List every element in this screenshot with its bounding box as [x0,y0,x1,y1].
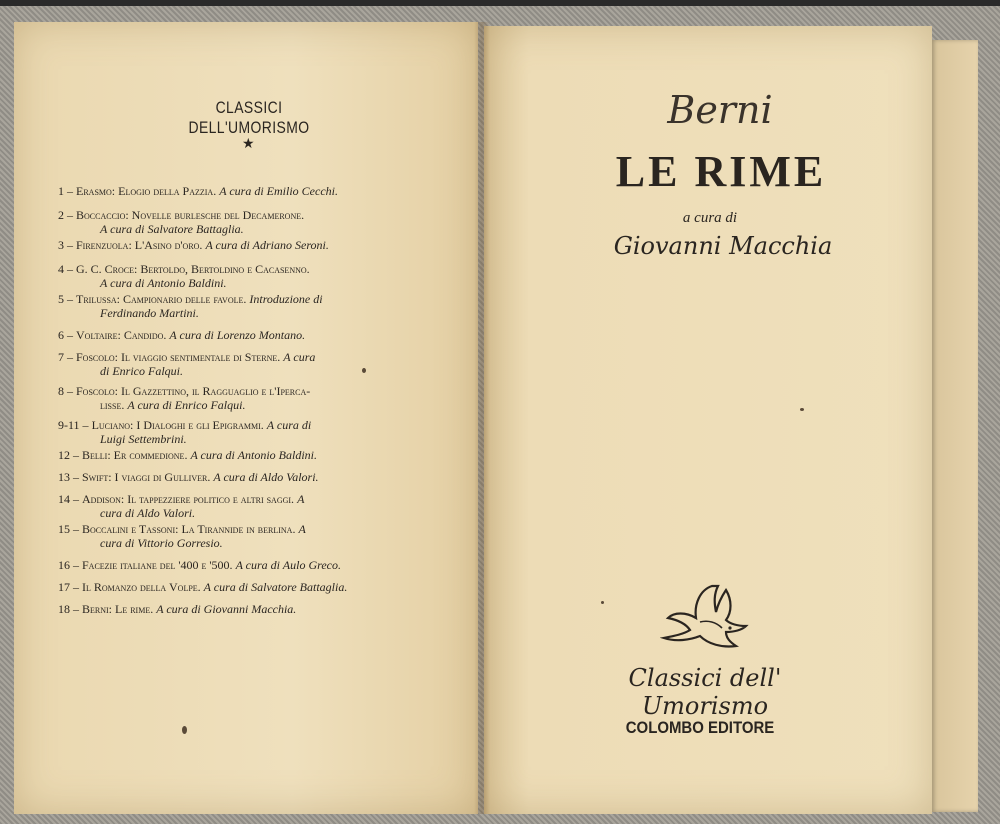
item-editor: A [298,522,306,536]
list-item [58,492,440,520]
book-gutter [474,22,490,814]
item-editor: A cura di Lorenzo Montano. [169,328,306,342]
item-editor-cont: A cura di Salvatore Battaglia. [100,222,244,236]
item-number: 6 – [58,328,73,342]
list-item [58,292,440,320]
ink-spot [362,368,366,373]
list-item [58,350,440,378]
list-item [58,328,440,342]
item-title: Voltaire: Candido. [76,328,167,342]
item-editor-cont: cura di Aldo Valori. [100,506,196,520]
author-name: Berni [667,88,773,132]
item-editor-cont: Ferdinando Martini. [100,306,199,320]
page-edges [932,40,978,812]
item-editor-cont: A cura di Enrico Falqui. [127,398,246,412]
ink-spot [601,601,604,604]
item-title: Trilussa: Campionario delle favole. [76,292,247,306]
list-item [58,262,440,290]
item-editor: A cura [283,350,316,364]
item-number: 2 – [58,208,73,222]
item-number: 16 – [58,558,79,572]
item-number: 5 – [58,292,73,306]
item-editor-cont: cura di Vittorio Gorresio. [100,536,223,550]
list-item [58,602,440,616]
star-ornament: ★ [242,137,255,152]
item-title: Erasmo: Elogio della Pazzia. [76,184,217,198]
list-item [58,184,440,198]
book-title: LE RIME [615,147,827,196]
item-title: G. C. Croce: Bertoldo, Bertoldino e Cacasenno. [76,262,310,276]
list-item [58,208,440,236]
item-number: 18 – [58,602,79,616]
item-title: Luciano: I Dialoghi e gli Epigrammi. [91,418,264,432]
item-editor-cont: Luigi Settembrini. [100,432,187,446]
list-item [58,522,440,550]
item-editor: A cura di Salvatore Battaglia. [203,580,348,594]
curator-label: a cura di [682,210,738,226]
item-editor: A cura di Adriano Seroni. [205,238,329,252]
list-item [58,238,440,252]
list-item [58,470,440,484]
item-editor: A cura di Antonio Baldini. [190,448,317,462]
series-name-script: Classici dell' Umorismo [628,664,782,720]
list-item [58,384,440,412]
item-title: Boccalini e Tassoni: La Tirannide in berlina. [82,522,296,536]
list-item [58,558,440,572]
item-number: 9-11 – [58,418,89,432]
item-editor-cont: A cura di Antonio Baldini. [100,276,227,290]
item-editor: A cura di Aldo Valori. [213,470,319,484]
item-title: Boccaccio: Novelle burlesche del Decamerone. [76,208,305,222]
item-editor: A cura di Emilio Cecchi. [219,184,338,198]
list-item [58,418,440,446]
publisher-name: COLOMBO EDITORE [625,718,775,737]
item-title: Il Romanzo della Volpe. [82,580,201,594]
item-number: 13 – [58,470,79,484]
item-title: Belli: Er commedione. [82,448,188,462]
ink-spot [800,408,804,411]
item-editor-cont: di Enrico Falqui. [100,364,183,378]
item-title: Foscolo: Il Gazzettino, il Ragguaglio e l'Iperca- [76,384,311,398]
item-number: 14 – [58,492,79,506]
item-editor: Introduzione di [249,292,323,306]
item-editor: A cura di Aulo Greco. [235,558,341,572]
item-number: 17 – [58,580,79,594]
item-editor: A cura di Giovanni Macchia. [156,602,297,616]
list-item [58,580,440,594]
dove-icon [660,582,750,658]
item-title-cont: lisse. [100,398,125,412]
item-title: Addison: Il tappezziere politico e altri saggi. [82,492,295,506]
item-number: 3 – [58,238,73,252]
item-title: Berni: Le rime. [82,602,154,616]
item-number: 1 – [58,184,73,198]
item-title: Facezie italiane del '400 e '500. [82,558,233,572]
item-number: 4 – [58,262,73,276]
item-editor: A [297,492,305,506]
item-number: 8 – [58,384,73,398]
item-number: 7 – [58,350,73,364]
item-number: 12 – [58,448,79,462]
list-item [58,448,440,462]
item-title: Firenzuola: L'Asino d'oro. [76,238,203,252]
curator-name: Giovanni Macchia [613,232,833,260]
series-list-title: CLASSICI DELL'UMORISMO [188,98,310,137]
item-title: Foscolo: Il viaggio sentimentale di Sterne. [76,350,281,364]
item-editor: A cura di [266,418,312,432]
item-number: 15 – [58,522,79,536]
ink-spot [182,726,187,734]
item-title: Swift: I viaggi di Gulliver. [82,470,211,484]
